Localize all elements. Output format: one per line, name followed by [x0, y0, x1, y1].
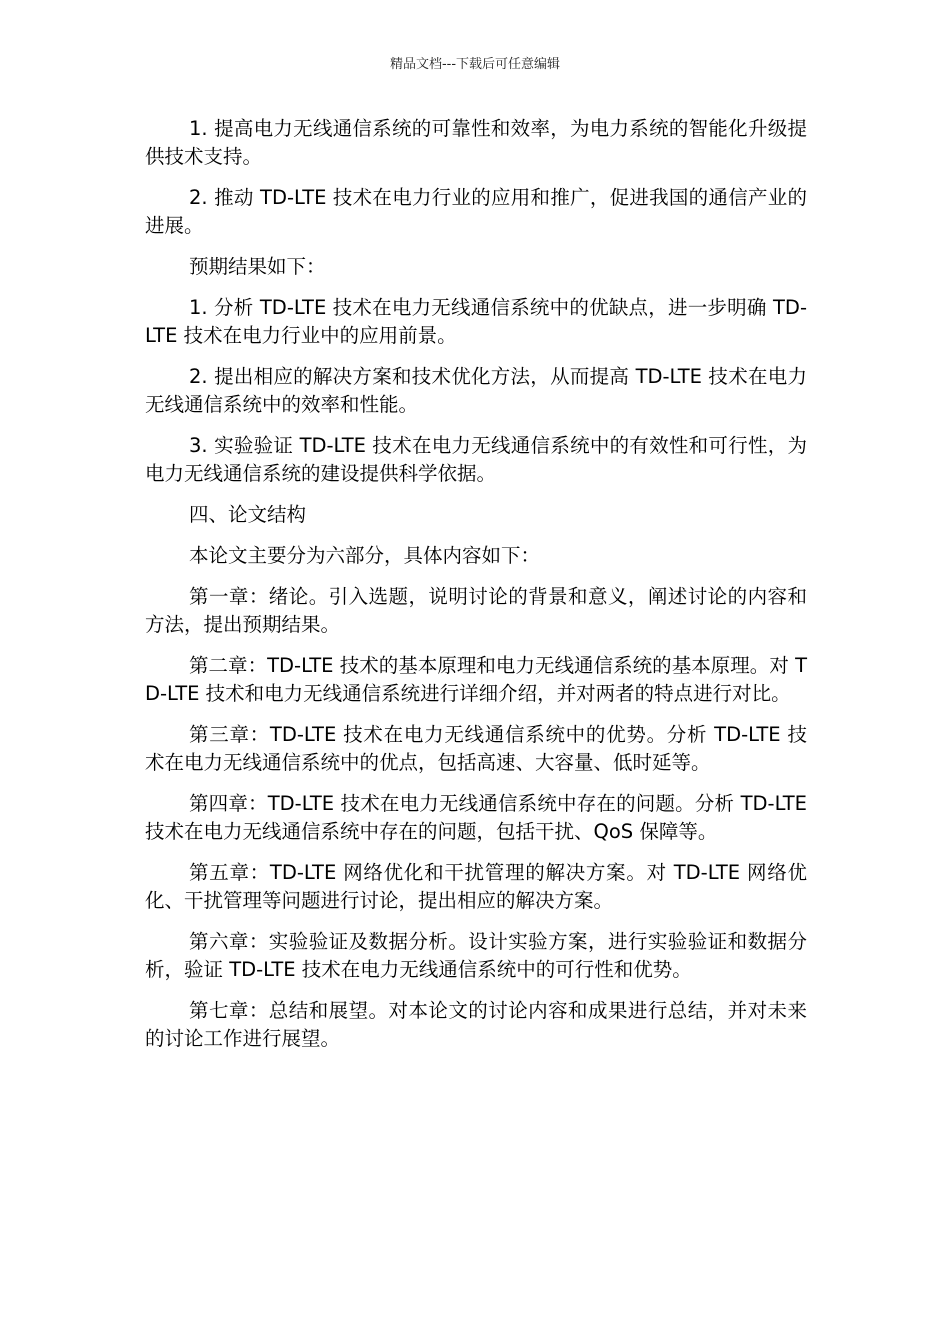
document-body — [145, 115, 807, 1066]
chapter-4-summary: 第四章：TD-LTE 技术在电力无线通信系统中存在的问题。分析 TD-LTE 技术在电力无线通信系统中存在的问题，包括干扰、QoS 保障等。 — [145, 792, 807, 843]
chapter-5-summary: 第五章：TD-LTE 网络优化和干扰管理的解决方案。对 TD-LTE 网络优化、干扰管理等问题进行讨论，提出相应的解决方案。 — [145, 861, 807, 912]
objective-paragraph-1: 1. 提高电力无线通信系统的可靠性和效率，为电力系统的智能化升级提供技术支持。 — [145, 117, 807, 168]
expected-result-2: 2. 提出相应的解决方案和技术优化方法，从而提高 TD-LTE 技术在电力无线通信系统中的效率和性能。 — [145, 365, 807, 416]
expected-result-1: 1. 分析 TD-LTE 技术在电力无线通信系统中的优缺点，进一步明确 TD-LTE 技术在电力行业中的应用前景。 — [145, 296, 807, 347]
chapter-7-summary: 第七章：总结和展望。对本论文的讨论内容和成果进行总结，并对未来的讨论工作进行展望。 — [145, 999, 807, 1050]
chapter-2-summary: 第二章：TD-LTE 技术的基本原理和电力无线通信系统的基本原理。对 TD-LTE 技术和电力无线通信系统进行详细介绍，并对两者的特点进行对比。 — [145, 654, 807, 705]
page-header: 精品文档---下载后可任意编辑 — [389, 57, 561, 72]
section-heading-thesis-structure: 四、论文结构 — [189, 503, 307, 526]
chapter-1-summary: 第一章：绪论。引入选题，说明讨论的背景和意义，阐述讨论的内容和方法，提出预期结果。 — [145, 585, 807, 636]
chapter-3-summary: 第三章：TD-LTE 技术在电力无线通信系统中的优势。分析 TD-LTE 技术在电力无线通信系统中的优点，包括高速、大容量、低时延等。 — [145, 723, 807, 774]
objective-paragraph-2: 2. 推动 TD-LTE 技术在电力行业的应用和推广，促进我国的通信产业的进展。 — [145, 186, 807, 237]
expected-result-3: 3. 实验验证 TD-LTE 技术在电力无线通信系统中的有效性和可行性，为电力无线通信系统的建设提供科学依据。 — [145, 434, 807, 485]
structure-intro: 本论文主要分为六部分，具体内容如下： — [189, 544, 541, 567]
chapter-6-summary: 第六章：实验验证及数据分析。设计实验方案，进行实验验证和数据分析，验证 TD-LTE 技术在电力无线通信系统中的可行性和优势。 — [145, 930, 807, 981]
expected-results-heading: 预期结果如下： — [189, 255, 326, 278]
